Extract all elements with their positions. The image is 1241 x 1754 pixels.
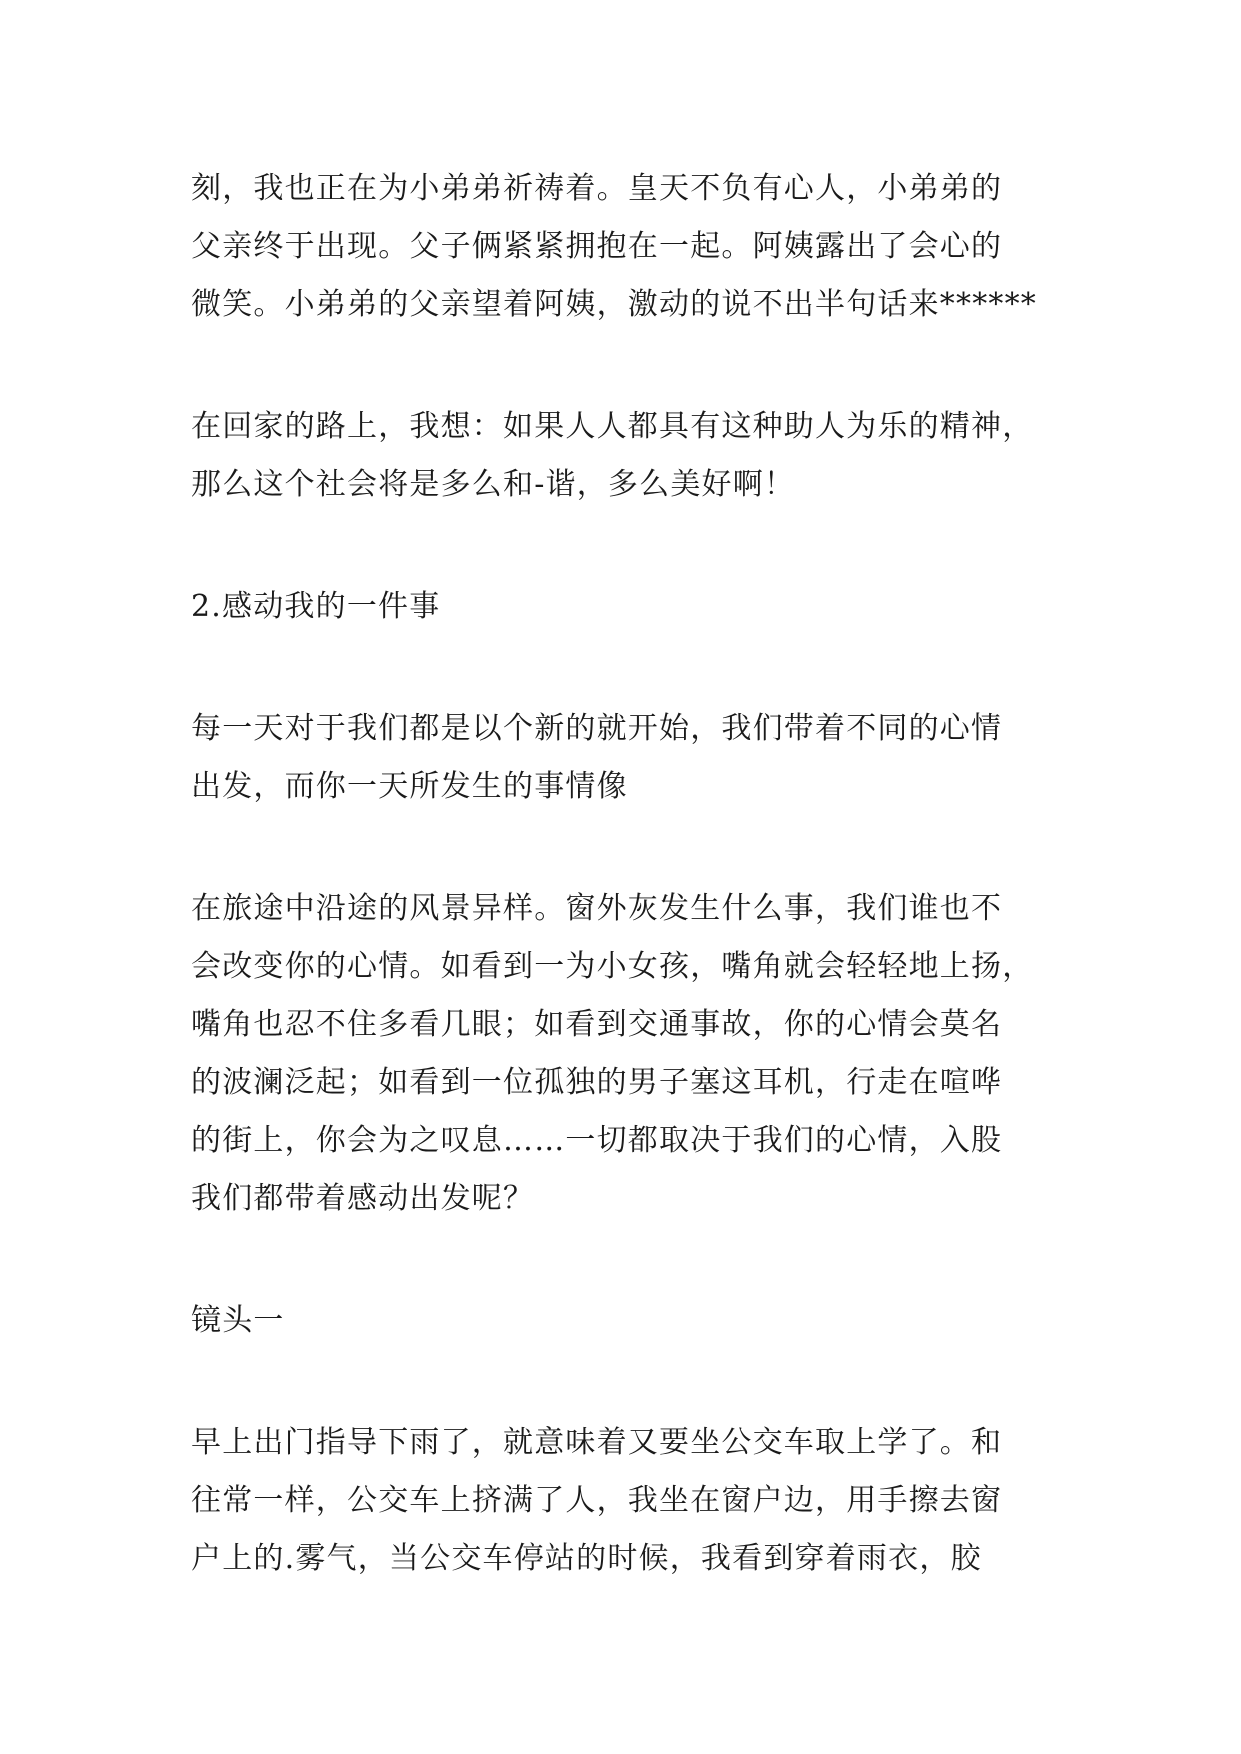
paragraph-way-home: 在回家的路上，我想：如果人人都具有这种助人为乐的精神， 那么这个社会将是多么和-谐，多么美好啊！: [191, 409, 1034, 502]
document-body: [191, 160, 1057, 1588]
subheading-scene-one: 镜头一: [191, 1303, 285, 1338]
paragraph-journey: 在旅途中沿途的风景异样。窗外灰发生什么事，我们谁也不 会改变你的心情。如看到一为小女孩，嘴角就会轻轻地上扬， 嘴角也忍不住多看几眼；如看到交通事故，你的心情会莫名 的波澜泛起；如看到一位孤独的男子塞这耳机，行走在喧哗 的街上，你会为之叹息……一切都取决于我们的心情，入股 我们都带着感动出发呢？: [191, 891, 1034, 1216]
paragraph-every-day: 每一天对于我们都是以个新的就开始，我们带着不同的心情 出发，而你一天所发生的事情像: [191, 711, 1003, 804]
paragraph-father-found: 刻，我也正在为小弟弟祈祷着。皇天不负有心人，小弟弟的 父亲终于出现。父子俩紧紧拥抱在一起。阿姨露出了会心的 微笑。小弟弟的父亲望着阿姨，激动的说不出半句话来******: [191, 171, 1037, 322]
paragraph-morning-bus: 早上出门指导下雨了，就意味着又要坐公交车取上学了。和 往常一样，公交车上挤满了人，我坐在窗户边，用手擦去窗 户上的.雾气，当公交车停站的时候，我看到穿着雨衣，胶: [191, 1425, 1003, 1576]
section-heading: 2.感动我的一件事: [191, 589, 441, 624]
